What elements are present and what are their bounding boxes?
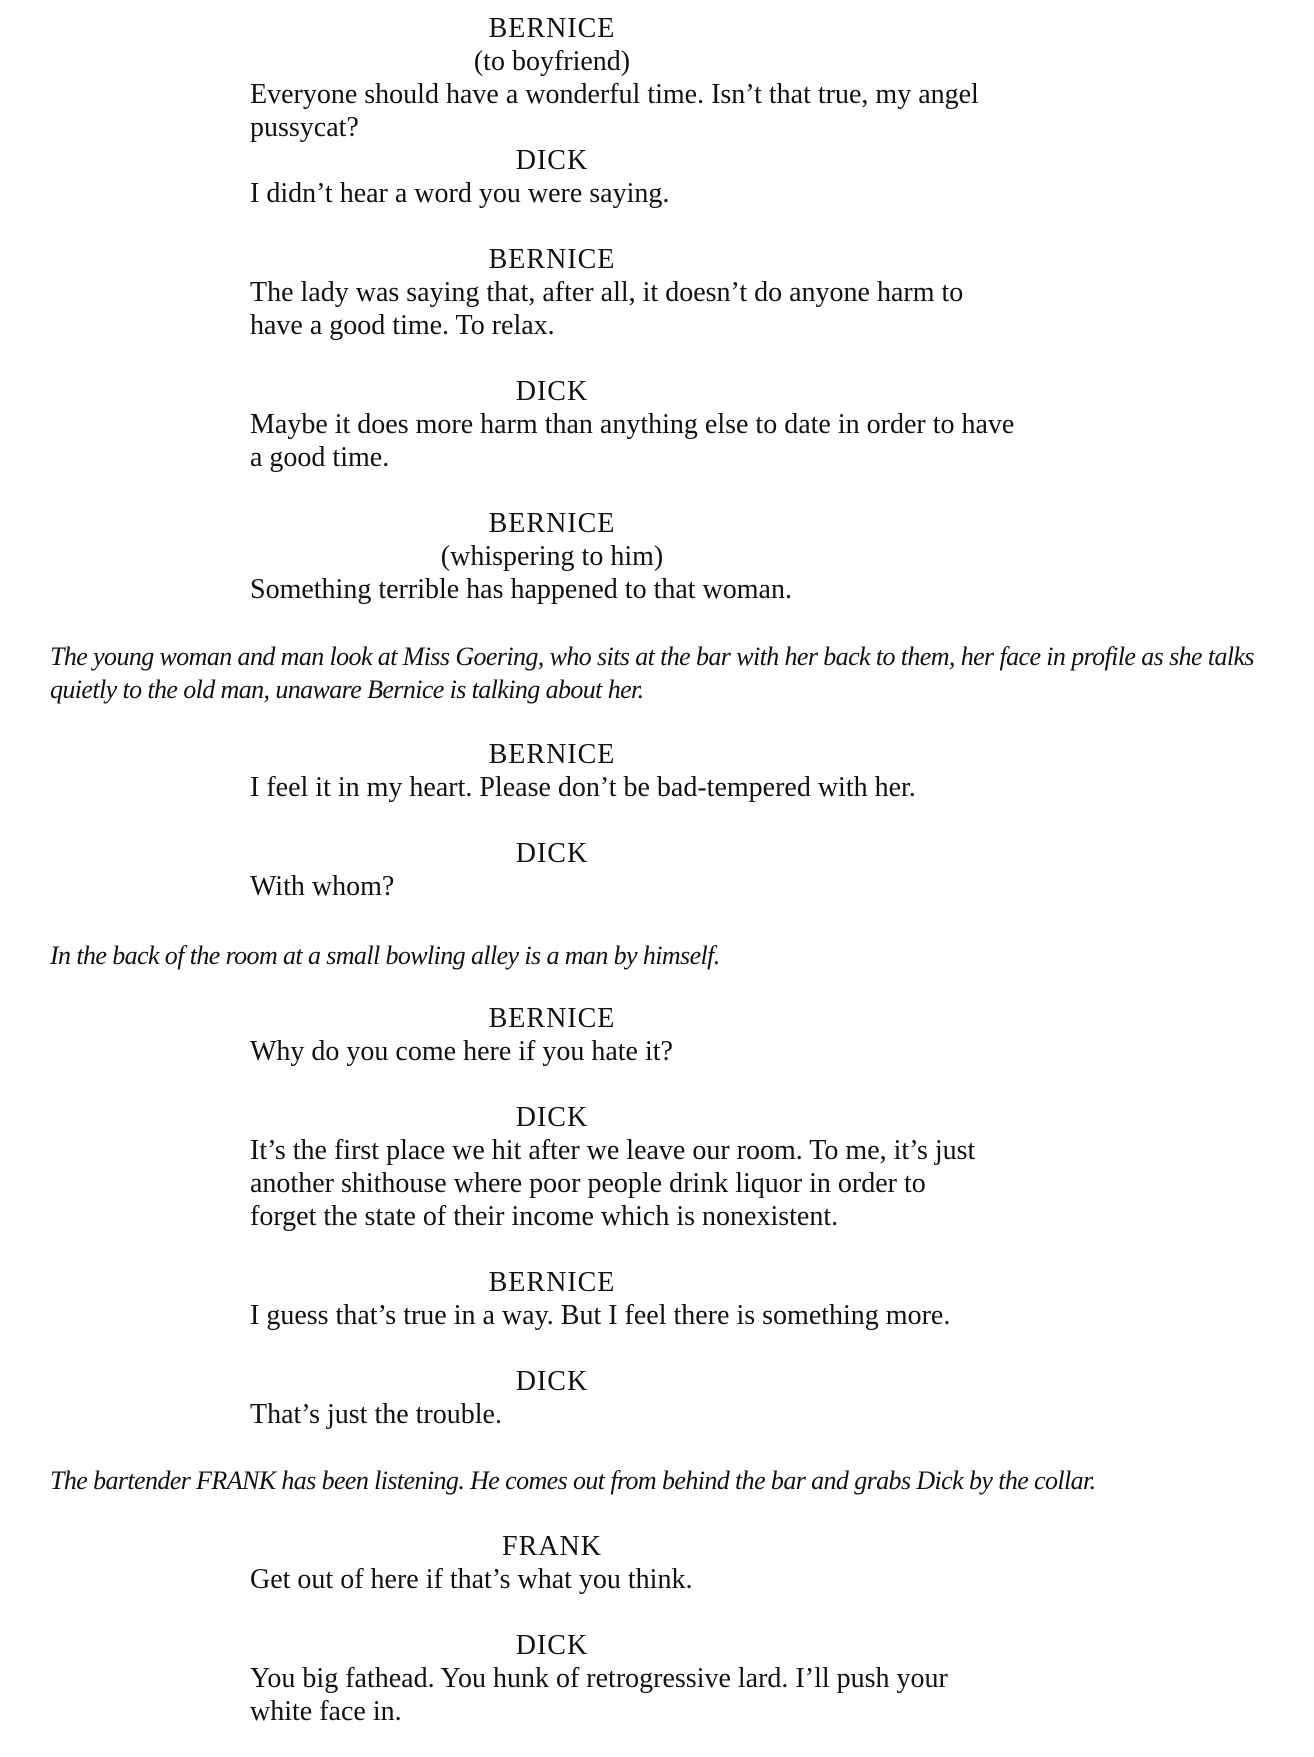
dialogue-block: [250, 507, 1110, 606]
dialogue-block: [250, 1365, 1110, 1431]
dialogue-block: [250, 1530, 1110, 1596]
dialogue-block: [250, 375, 1110, 474]
action-line: In the back of the room at a small bowling alley is a man by himself.: [50, 941, 720, 970]
dialogue-block: [250, 1629, 1110, 1728]
dialogue-block: [250, 1266, 1110, 1332]
parenthetical: (to boyfriend): [473, 46, 631, 77]
dialogue-text: It’s the first place we hit after we leave our room. To me, it’s just another shithouse where poor people drink liquor in order to forget the state of their income which is nonexistent.: [250, 1135, 976, 1232]
dialogue-text: Why do you come here if you hate it?: [250, 1036, 673, 1067]
dialogue-text: Everyone should have a wonderful time. Isn’t that true, my angel pussycat?: [250, 79, 979, 143]
dialogue-block: [250, 12, 1110, 144]
character-name: DICK: [515, 145, 589, 176]
dialogue-text: Something terrible has happened to that woman.: [250, 574, 792, 605]
character-name: DICK: [515, 376, 589, 407]
dialogue-block: [250, 243, 1110, 342]
dialogue-text: You big fathead. You hunk of retrogressive lard. I’ll push your white face in.: [250, 1663, 948, 1727]
dialogue-text: Maybe it does more harm than anything else to date in order to have a good time.: [250, 409, 1015, 473]
dialogue-text: That’s just the trouble.: [250, 1399, 502, 1430]
parenthetical: (whispering to him): [440, 541, 664, 572]
dialogue-block: [250, 144, 1110, 210]
dialogue-block: [250, 738, 1110, 804]
character-name: DICK: [515, 838, 589, 869]
action-line: The young woman and man look at Miss Goering, who sits at the bar with her back to them, her face in profile as she talks quietly to the old man, unaware Bernice is talking about her.: [50, 642, 1254, 704]
character-name: BERNICE: [488, 1267, 616, 1298]
action-line: The bartender FRANK has been listening. He comes out from behind the bar and grabs Dick by the collar.: [50, 1466, 1096, 1495]
character-name: DICK: [515, 1630, 589, 1661]
dialogue-text: I guess that’s true in a way. But I feel there is something more.: [250, 1300, 951, 1331]
dialogue-block: [250, 1002, 1110, 1068]
dialogue-text: Get out of here if that’s what you think.: [250, 1564, 693, 1595]
dialogue-text: With whom?: [250, 871, 395, 902]
character-name: FRANK: [502, 1531, 602, 1562]
dialogue-text: I didn’t hear a word you were saying.: [250, 178, 670, 209]
dialogue-block: [250, 837, 1110, 903]
character-name: BERNICE: [488, 13, 616, 44]
character-name: BERNICE: [488, 1003, 616, 1034]
character-name: BERNICE: [488, 508, 616, 539]
dialogue-text: The lady was saying that, after all, it doesn’t do anyone harm to have a good time. To relax.: [250, 277, 964, 341]
character-name: DICK: [515, 1366, 589, 1397]
character-name: BERNICE: [488, 244, 616, 275]
dialogue-block: [250, 1101, 1110, 1233]
character-name: BERNICE: [488, 739, 616, 770]
character-name: DICK: [515, 1102, 589, 1133]
dialogue-text: I feel it in my heart. Please don’t be bad-tempered with her.: [250, 772, 916, 803]
